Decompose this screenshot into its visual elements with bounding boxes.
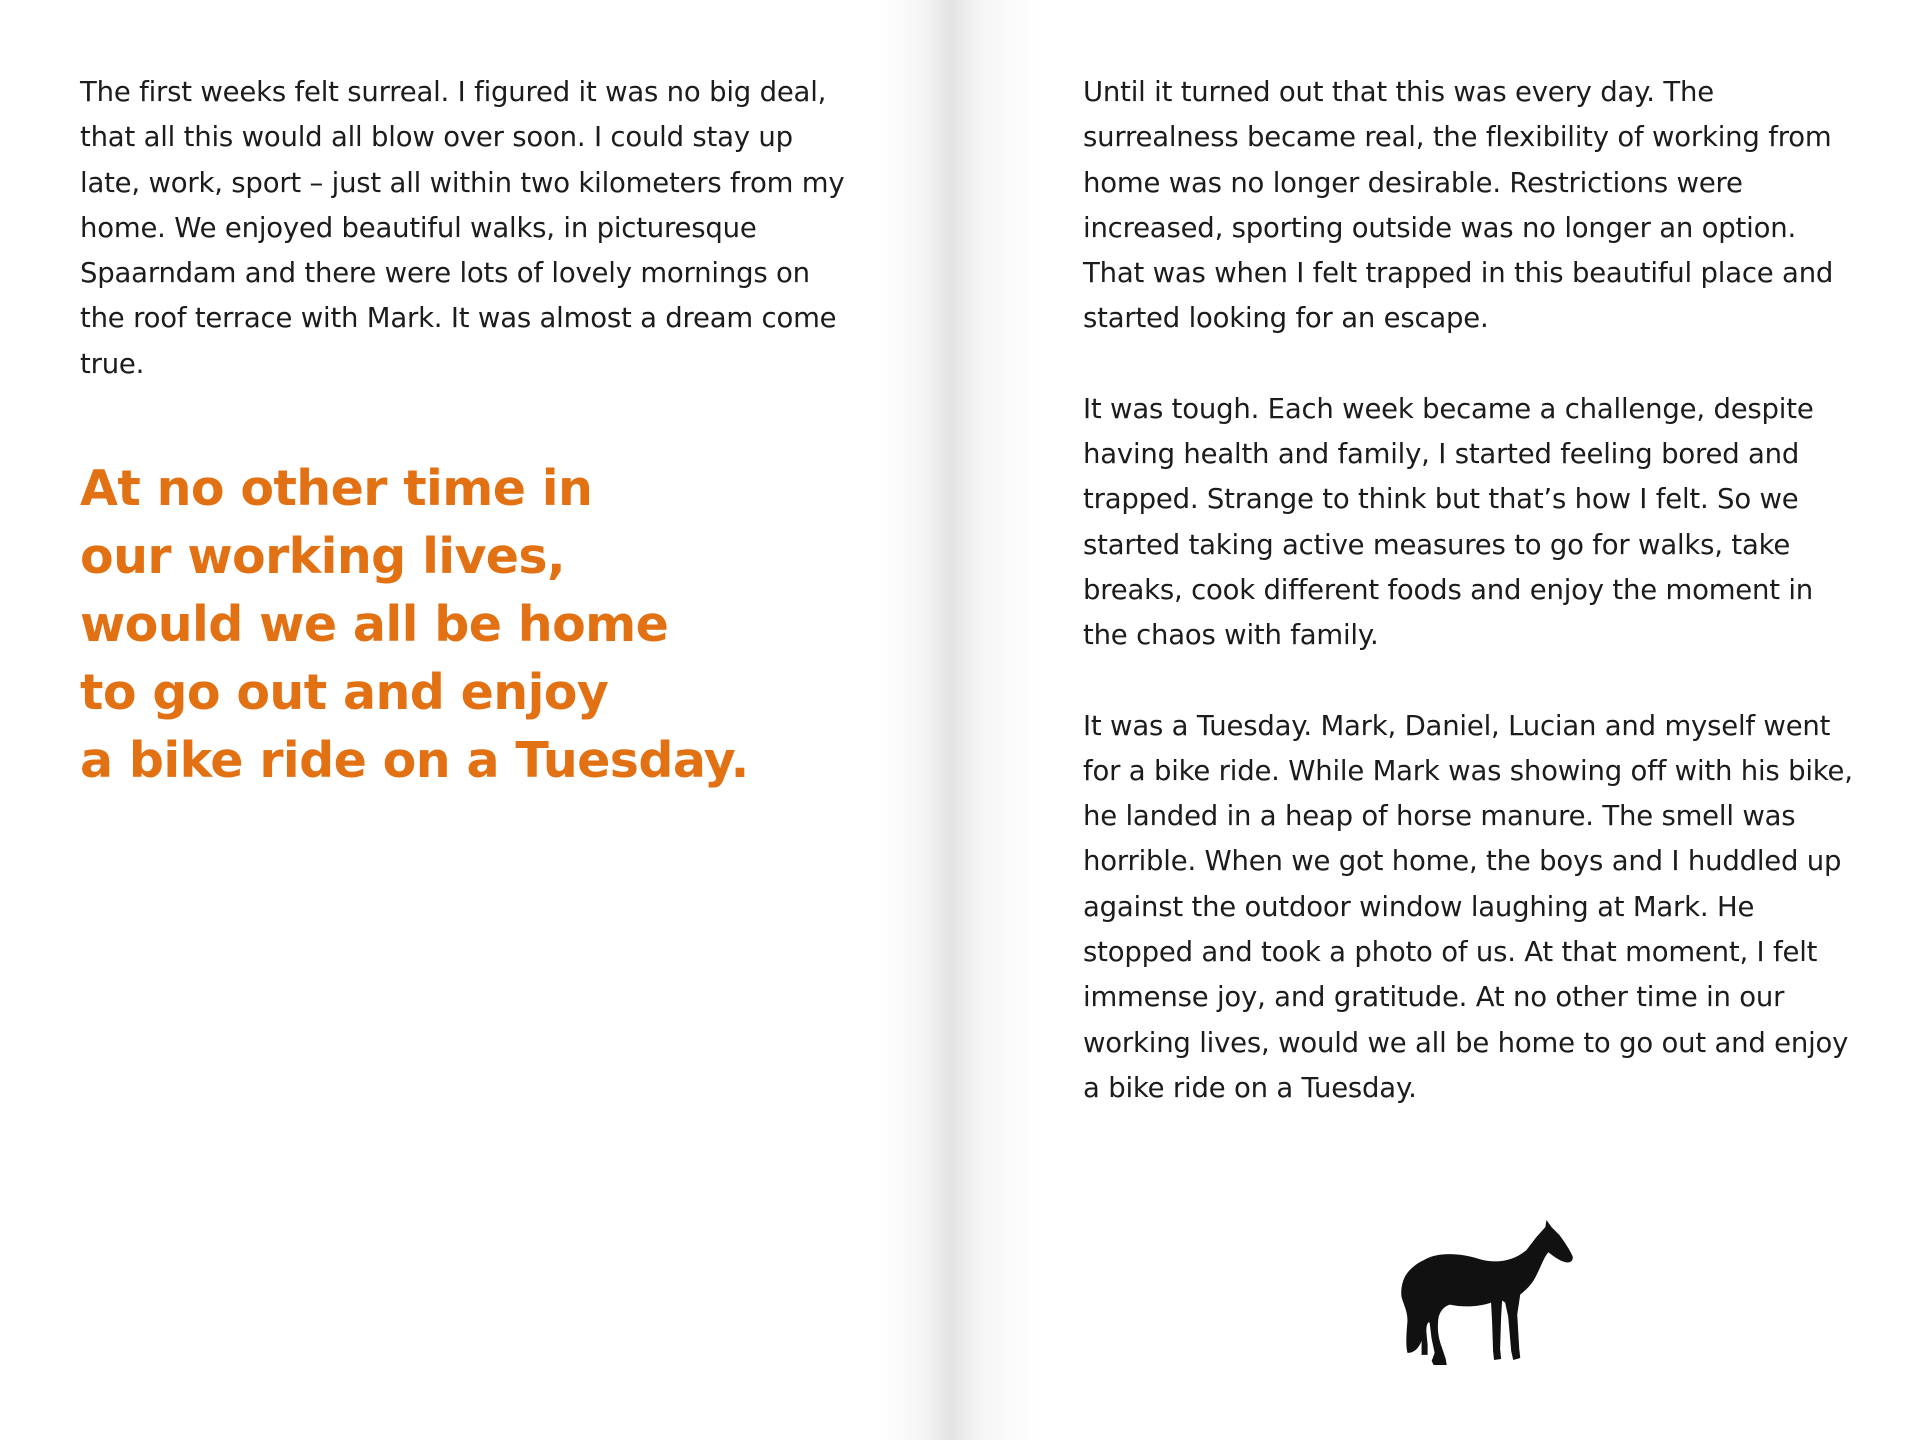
horse-icon — [1393, 1220, 1575, 1366]
pull-quote — [80, 455, 840, 795]
left-page-paragraph: The first weeks felt surreal. I figured it was no big deal, that all this would all blow over soon. I could stay up late, work, sport – just all within two kilometers from my home. We enjoyed beautiful walks, in picturesque Spaarndam and there were lots of lovely mornings on the roof terrace with Mark. It was almost a dream come true. — [80, 76, 845, 380]
right-page-paragraph: It was a Tuesday. Mark, Daniel, Lucian and myself went for a bike ride. While Mark was showing off with his bike, he landed in a heap of horse manure. The smell was horrible. When we got home, the boys and I huddled up against the outdoor window laughing at Mark. He stopped and took a photo of us. At that moment, I felt immense joy, and gratitude. At no other time in our working lives, would we all be home to go out and enjoy a bike ride on a Tuesday. — [1083, 709, 1853, 1104]
pull-quote-line: to go out and enjoy — [80, 664, 609, 721]
right-page-text — [1083, 70, 1853, 1156]
pull-quote-line: a bike ride on a Tuesday. — [80, 732, 749, 789]
right-page-paragraph: It was tough. Each week became a challenge, despite having health and family, I started feeling bored and trapped. Strange to think but that’s how I felt. So we started taking active measures to go for walks, take breaks, cook different foods and enjoy the moment in the chaos with family. — [1083, 392, 1814, 652]
right-page-paragraph: Until it turned out that this was every day. The surrealness became real, the flexibility of working from home was no longer desirable. Restrictions were increased, sporting outside was no longer an option. That was when I felt trapped in this beautiful place and started looking for an escape. — [1083, 76, 1834, 335]
pull-quote-line: would we all be home — [80, 596, 669, 653]
pull-quote-line: our working lives, — [80, 528, 566, 585]
pull-quote-line: At no other time in — [80, 460, 593, 517]
